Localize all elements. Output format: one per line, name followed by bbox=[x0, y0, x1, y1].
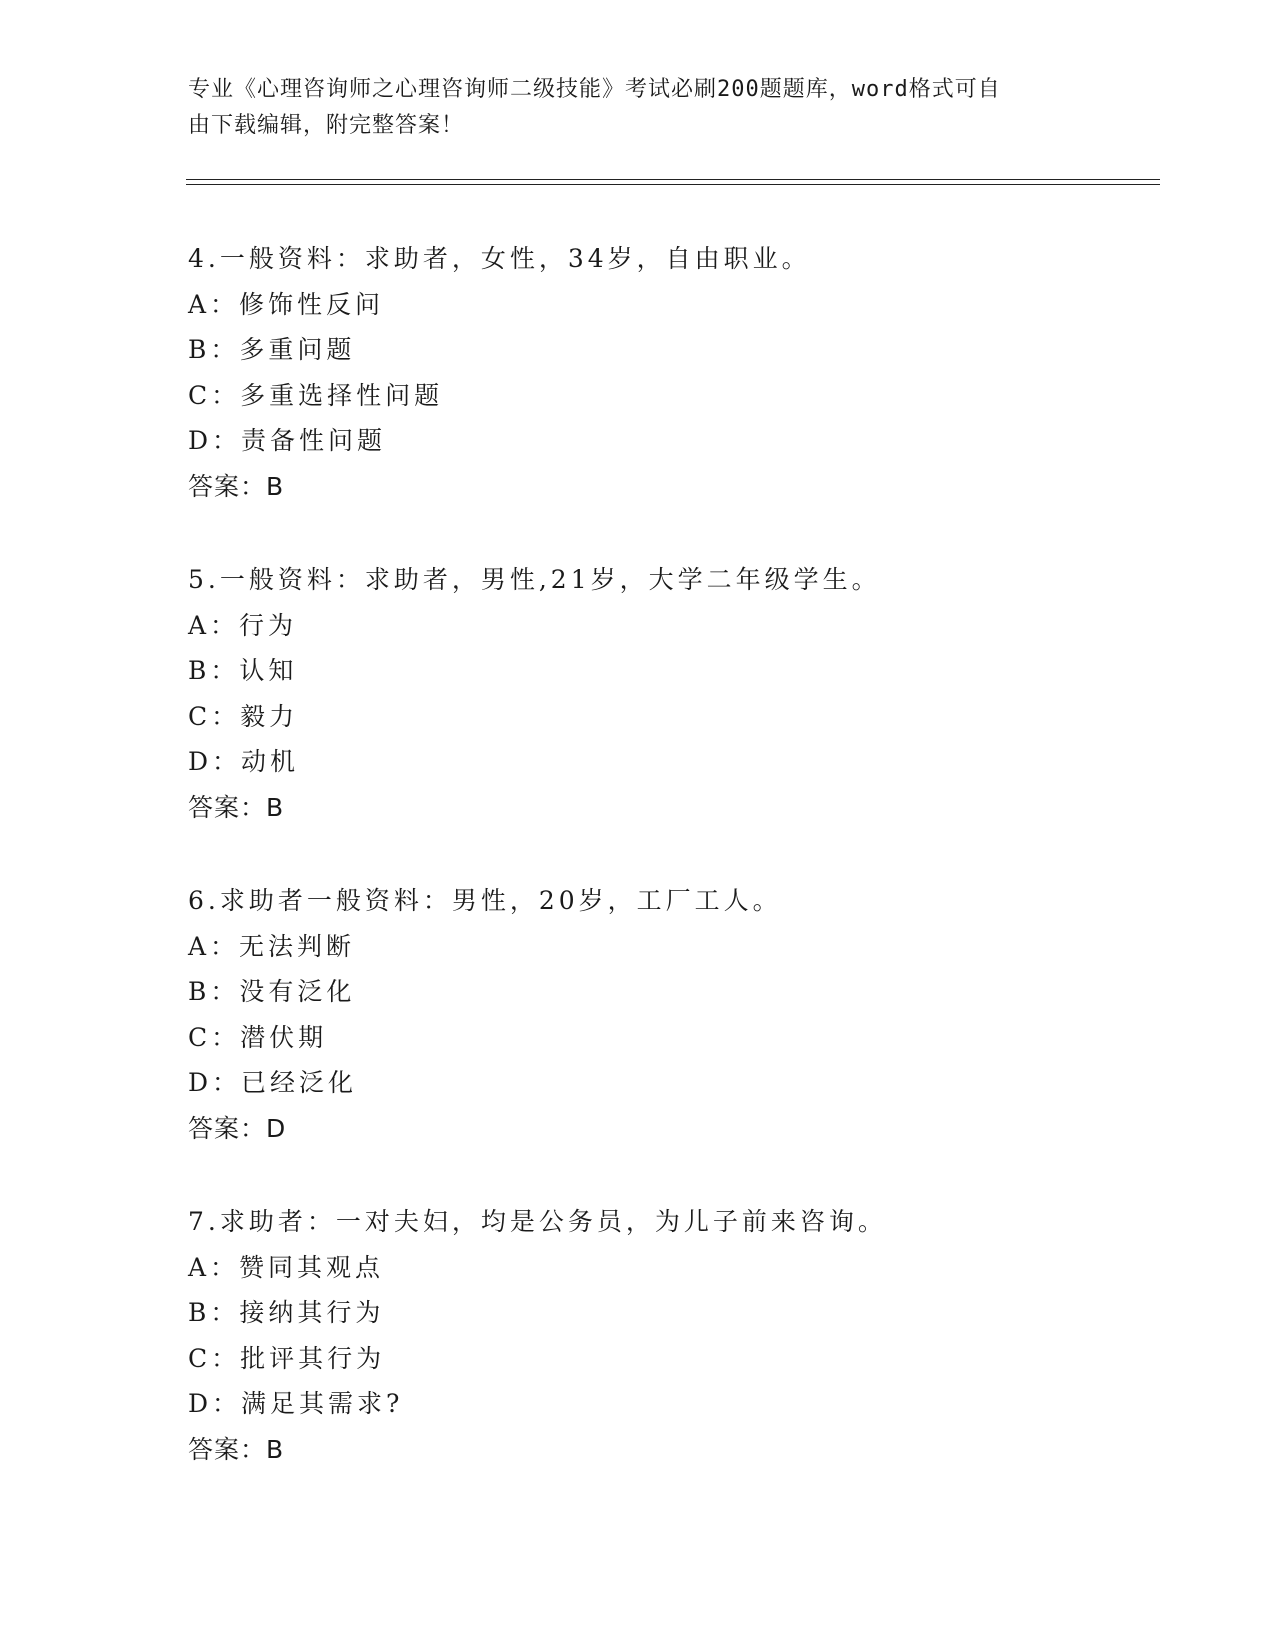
option-a: A：赞同其观点 bbox=[188, 1252, 385, 1282]
document-header bbox=[188, 72, 1068, 144]
answer-line: 答案：B bbox=[188, 792, 285, 822]
option-c: C：潜伏期 bbox=[188, 1022, 328, 1052]
question-stem: 6.求助者一般资料：男性，20岁，工厂工人。 bbox=[188, 886, 782, 915]
option-c: C：批评其行为 bbox=[188, 1343, 386, 1373]
option-b: B：认知 bbox=[188, 656, 298, 686]
option-c: C：毅力 bbox=[188, 701, 299, 731]
question-stem: 7.求助者：一对夫妇，均是公务员，为儿子前来咨询。 bbox=[188, 1207, 887, 1236]
question-block bbox=[188, 557, 1148, 878]
header-line-1: 专业《心理咨询师之心理咨询师二级技能》考试必刷200题题库，word格式可自 bbox=[188, 77, 1001, 102]
question-stem: 5.一般资料：求助者，男性,21岁，大学二年级学生。 bbox=[188, 565, 881, 594]
option-d: D：责备性问题 bbox=[188, 426, 387, 456]
option-b: B：接纳其行为 bbox=[188, 1298, 385, 1328]
question-stem: 4.一般资料：求助者，女性，34岁，自由职业。 bbox=[188, 244, 811, 273]
option-d: D：动机 bbox=[188, 747, 300, 777]
option-a: A：行为 bbox=[188, 610, 298, 640]
header-line-2: 由下载编辑，附完整答案！ bbox=[188, 113, 465, 138]
question-block bbox=[188, 1199, 1148, 1520]
question-block bbox=[188, 236, 1148, 557]
header-divider-top bbox=[186, 179, 1160, 180]
option-b: B：多重问题 bbox=[188, 335, 356, 365]
option-b: B：没有泛化 bbox=[188, 977, 356, 1007]
answer-line: 答案：B bbox=[188, 1434, 285, 1464]
option-a: A：修饰性反问 bbox=[188, 289, 385, 319]
question-block bbox=[188, 878, 1148, 1199]
option-d: D：已经泛化 bbox=[188, 1068, 358, 1098]
header-divider-bottom bbox=[186, 184, 1160, 185]
option-d: D：满足其需求? bbox=[188, 1389, 404, 1419]
option-a: A：无法判断 bbox=[188, 931, 356, 961]
question-list bbox=[188, 236, 1148, 1520]
answer-line: 答案：B bbox=[188, 471, 285, 501]
answer-line: 答案：D bbox=[188, 1113, 287, 1143]
option-c: C：多重选择性问题 bbox=[188, 380, 444, 410]
